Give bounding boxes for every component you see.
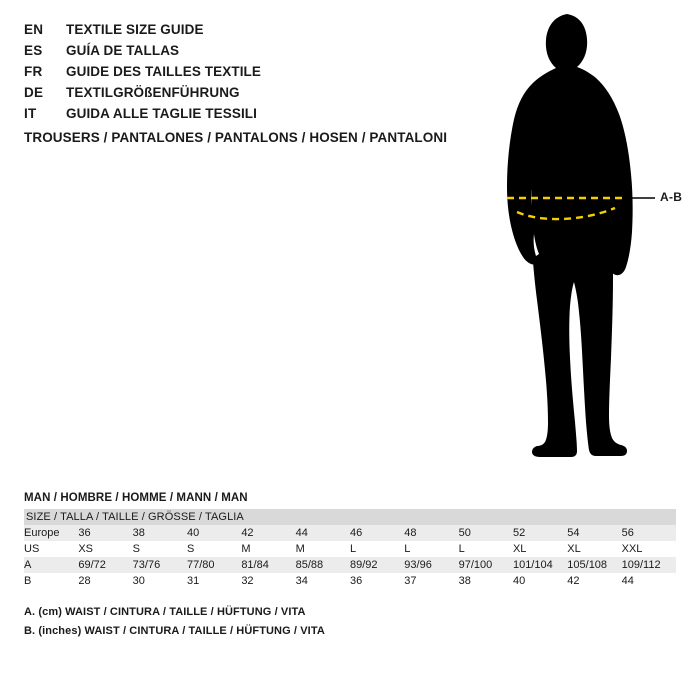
language-row — [24, 106, 454, 127]
table-row — [24, 525, 676, 541]
table-cell: 40 — [187, 525, 241, 541]
table-group-label: MAN / HOMBRE / HOMME / MANN / MAN — [24, 492, 248, 504]
size-table-section — [24, 492, 676, 641]
table-cell: M — [296, 541, 350, 557]
language-code: FR — [24, 64, 43, 79]
table-cell: 89/92 — [350, 557, 404, 573]
language-code: ES — [24, 43, 43, 58]
language-row — [24, 43, 454, 64]
table-cell: M — [241, 541, 295, 557]
table-cell: 37 — [404, 573, 458, 589]
table-cell: 34 — [296, 573, 350, 589]
table-cell: L — [459, 541, 513, 557]
table-cell: S — [187, 541, 241, 557]
table-cell: 54 — [567, 525, 621, 541]
legend-item-a: A. (cm) WAIST / CINTURA / TAILLE / HÜFTUNG / VITA — [24, 606, 306, 618]
table-cell: 36 — [350, 573, 404, 589]
table-cell: 85/88 — [296, 557, 350, 573]
row-label: Europe — [24, 525, 78, 541]
language-title: TEXTILGRÖßENFÜHRUNG — [66, 85, 240, 100]
language-title: GUÍA DE TALLAS — [66, 43, 180, 58]
language-code: DE — [24, 85, 44, 100]
table-cell: 44 — [622, 573, 676, 589]
table-cell: 31 — [187, 573, 241, 589]
garment-type-title: TROUSERS / PANTALONES / PANTALONS / HOSEN / PANTALONI — [24, 130, 448, 145]
table-cell: 73/76 — [133, 557, 187, 573]
table-header-row — [24, 509, 676, 525]
size-table — [24, 509, 676, 589]
table-row — [24, 541, 676, 557]
table-cell: L — [404, 541, 458, 557]
language-title: TEXTILE SIZE GUIDE — [66, 22, 204, 37]
table-cell: 40 — [513, 573, 567, 589]
table-cell: 52 — [513, 525, 567, 541]
table-cell: 81/84 — [241, 557, 295, 573]
table-cell: 44 — [296, 525, 350, 541]
table-cell: XL — [513, 541, 567, 557]
table-cell: 48 — [404, 525, 458, 541]
table-cell: 101/104 — [513, 557, 567, 573]
row-label: A — [24, 557, 78, 573]
row-label: B — [24, 573, 78, 589]
table-cell: 56 — [622, 525, 676, 541]
row-label: US — [24, 541, 78, 557]
language-row — [24, 22, 454, 43]
legend-item-b: B. (inches) WAIST / CINTURA / TAILLE / HÜFTUNG / VITA — [24, 625, 325, 637]
table-cell: XXL — [622, 541, 676, 557]
table-cell: 93/96 — [404, 557, 458, 573]
figure-illustration — [455, 8, 695, 478]
language-title-block — [24, 22, 454, 127]
language-row — [24, 64, 454, 85]
table-cell: 42 — [567, 573, 621, 589]
table-cell: 97/100 — [459, 557, 513, 573]
table-cell: 30 — [133, 573, 187, 589]
table-row — [24, 557, 676, 573]
male-silhouette-icon — [455, 8, 695, 478]
table-cell: 46 — [350, 525, 404, 541]
table-cell: 109/112 — [622, 557, 676, 573]
table-cell: XS — [78, 541, 132, 557]
table-cell: 38 — [133, 525, 187, 541]
language-title: GUIDA ALLE TAGLIE TESSILI — [66, 106, 257, 121]
table-cell: 42 — [241, 525, 295, 541]
table-header-label: SIZE / TALLA / TAILLE / GRÖSSE / TAGLIA — [24, 509, 676, 525]
table-cell: XL — [567, 541, 621, 557]
measurement-legend — [24, 603, 676, 641]
table-cell: S — [133, 541, 187, 557]
table-cell: 38 — [459, 573, 513, 589]
language-code: EN — [24, 22, 44, 37]
table-cell: 105/108 — [567, 557, 621, 573]
table-cell: 28 — [78, 573, 132, 589]
table-cell: 36 — [78, 525, 132, 541]
language-title: GUIDE DES TAILLES TEXTILE — [66, 64, 262, 79]
table-cell: 32 — [241, 573, 295, 589]
table-cell: 69/72 — [78, 557, 132, 573]
table-row — [24, 573, 676, 589]
table-cell: 50 — [459, 525, 513, 541]
language-row — [24, 85, 454, 106]
measure-label-ab: A-B — [660, 190, 683, 204]
table-cell: 77/80 — [187, 557, 241, 573]
language-code: IT — [24, 106, 37, 121]
table-cell: L — [350, 541, 404, 557]
